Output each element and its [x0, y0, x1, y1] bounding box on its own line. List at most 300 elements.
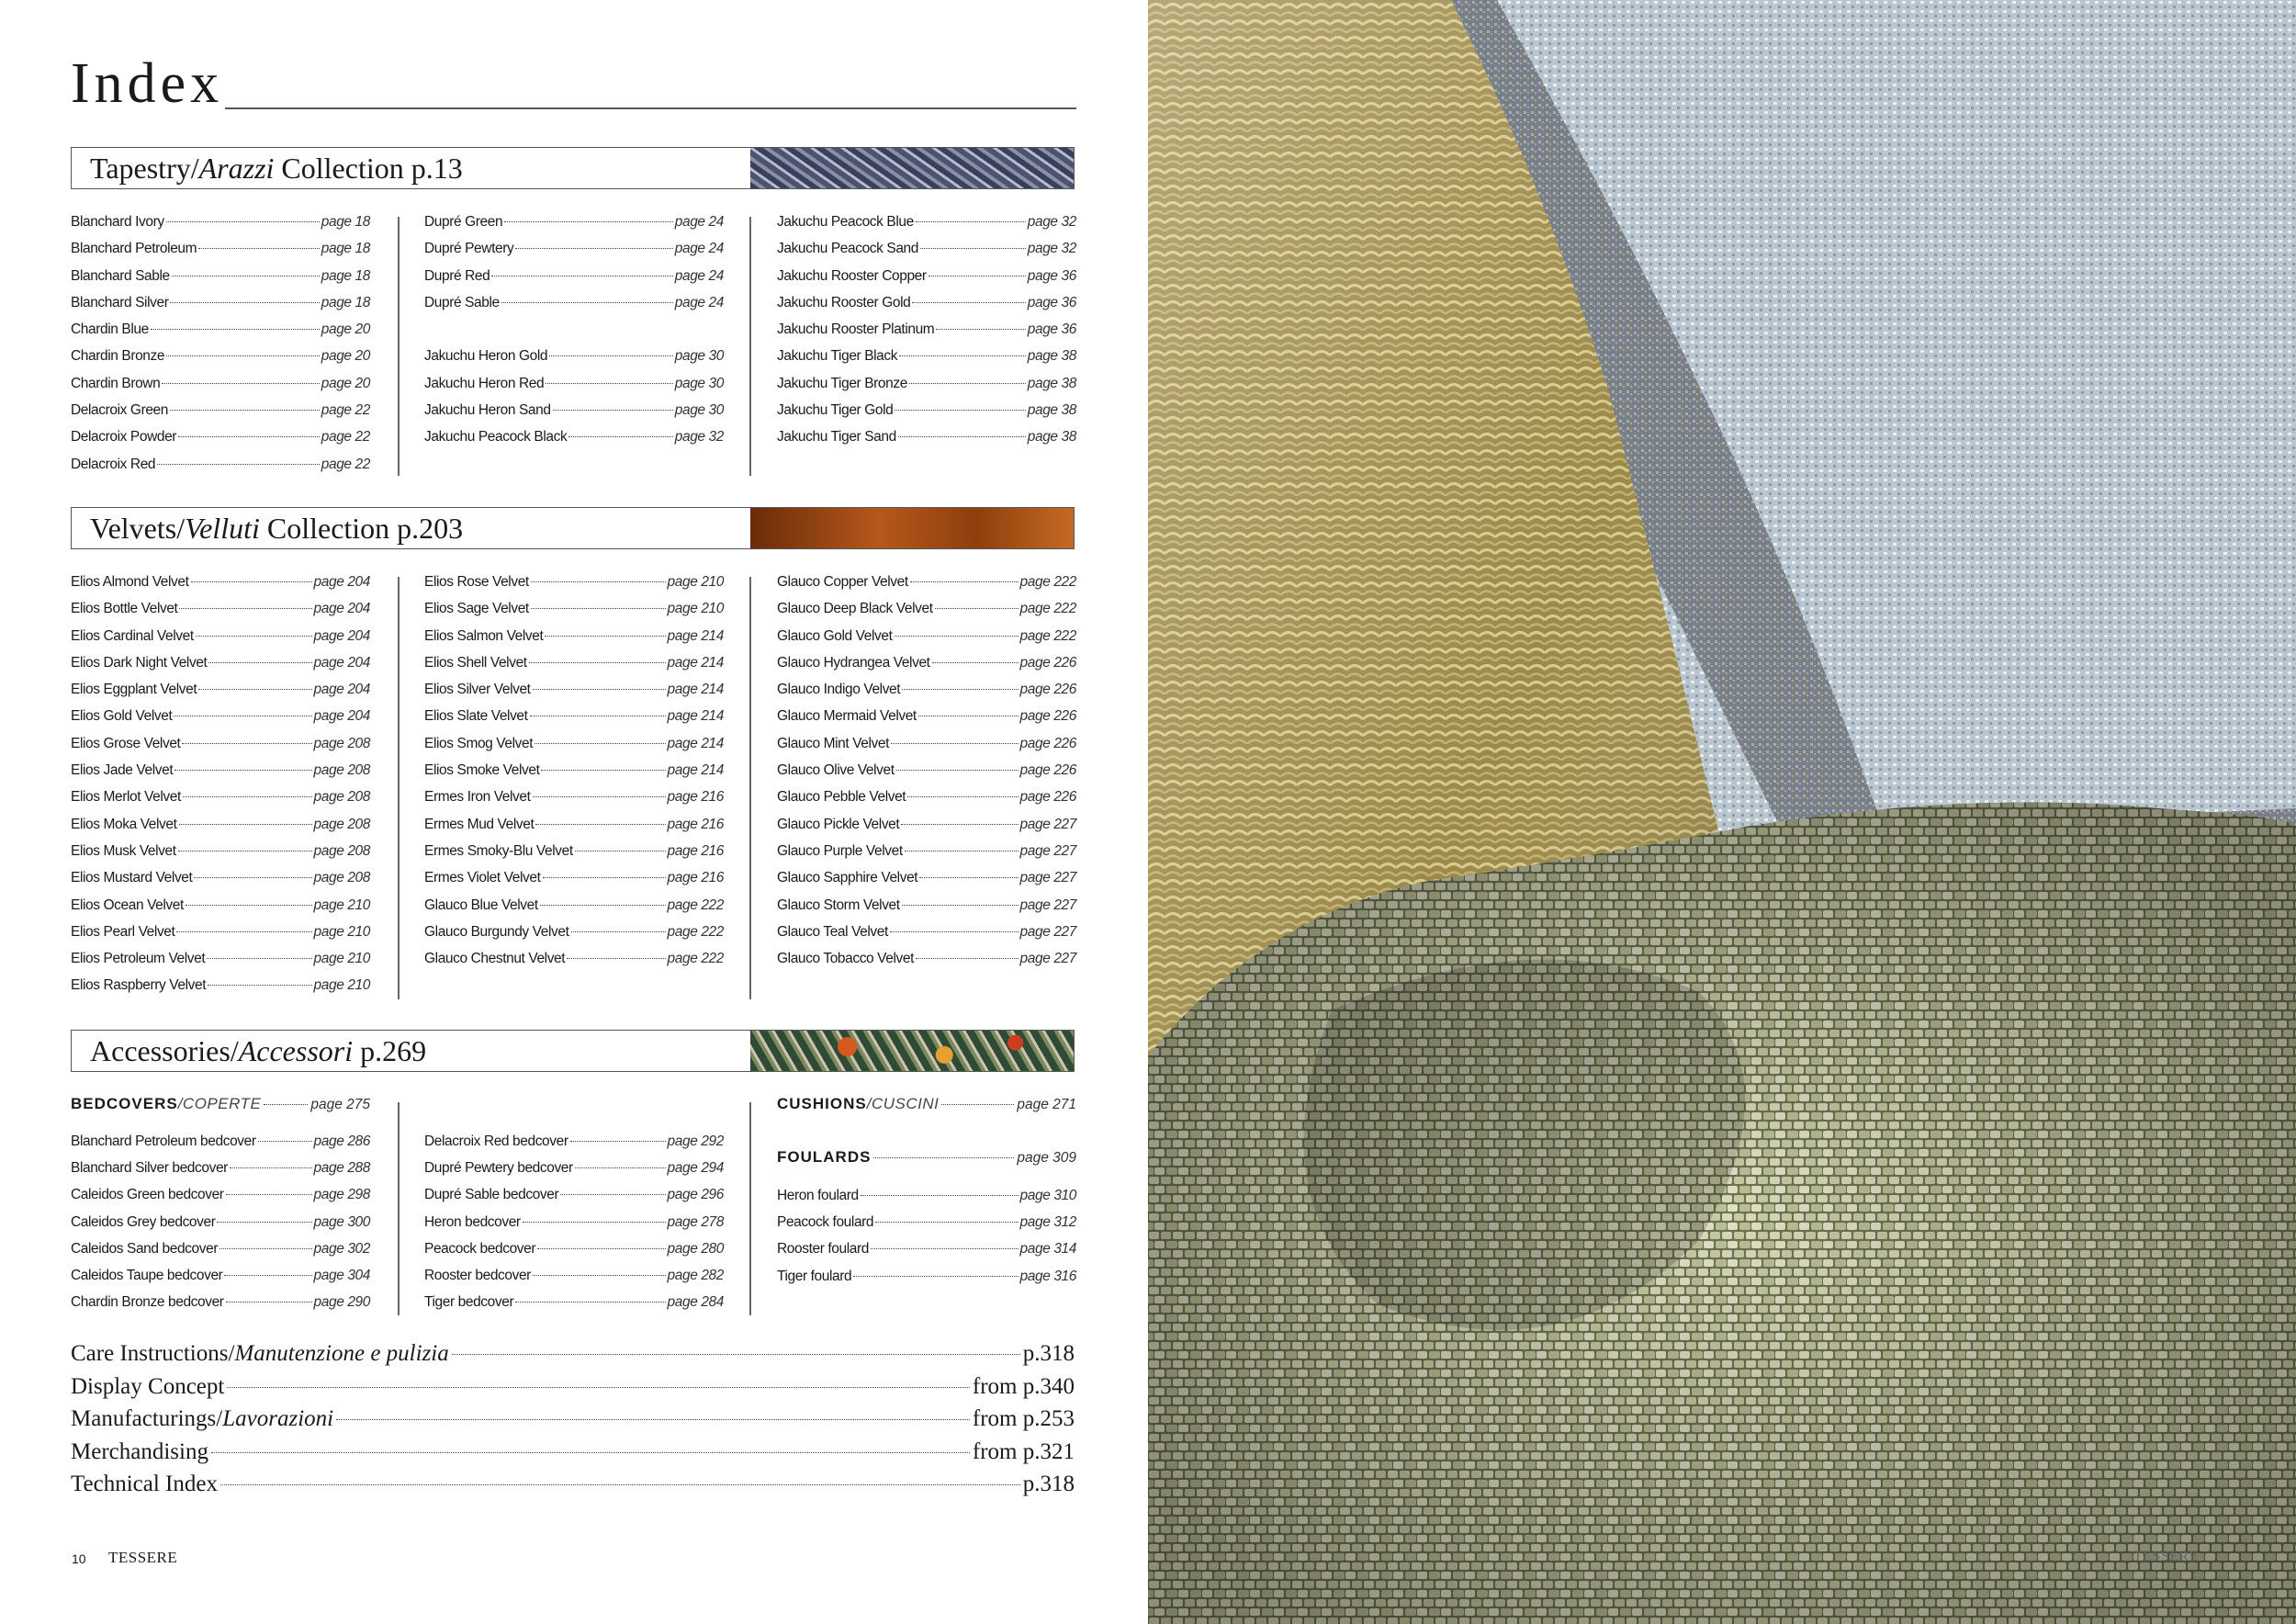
- entry-name: Elios Musk Velvet: [71, 842, 176, 859]
- index-entry: [71, 628, 370, 655]
- tapestry-column-1: [71, 214, 370, 483]
- index-entry: [777, 1269, 1076, 1295]
- leader-dots: [853, 1276, 1018, 1277]
- entry-page: page 312: [1019, 1214, 1076, 1231]
- leader-dots: [909, 383, 1026, 384]
- entry-name: Jakuchu Heron Gold: [424, 348, 548, 365]
- leader-dots: [533, 689, 666, 690]
- leader-dots: [170, 410, 320, 411]
- entry-name: Caleidos Green bedcover: [71, 1187, 224, 1203]
- index-entry: [777, 376, 1076, 402]
- leader-dots: [186, 905, 312, 906]
- entry-page: page 226: [1019, 762, 1076, 779]
- entry-page: page 208: [313, 816, 370, 832]
- entry-name: Elios Merlot Velvet: [71, 789, 181, 806]
- index-entry: [71, 843, 370, 870]
- leader-dots: [452, 1354, 1020, 1355]
- leader-dots: [224, 1275, 311, 1276]
- entry-name: Glauco Indigo Velvet: [777, 682, 901, 698]
- entry-page: page 24: [674, 294, 724, 310]
- leader-dots: [533, 796, 666, 797]
- entry-page: page 288: [313, 1160, 370, 1177]
- leader-dots: [226, 1194, 312, 1195]
- index-entry: [777, 897, 1076, 924]
- entry-name: Rooster foulard: [777, 1241, 869, 1257]
- leader-dots: [170, 302, 319, 303]
- brand-logo: TESSERE: [108, 1549, 178, 1566]
- entry-page: page 214: [667, 708, 724, 725]
- entry-page: page 208: [313, 789, 370, 806]
- leader-dots: [546, 383, 673, 384]
- entry-name: Jakuchu Tiger Bronze: [777, 375, 907, 391]
- entry-page: page 227: [1019, 870, 1076, 886]
- entry-name: Elios Eggplant Velvet: [71, 682, 197, 698]
- entry-name: Rooster bedcover: [424, 1267, 531, 1283]
- index-entry: [424, 789, 724, 816]
- title-rule: [225, 107, 1076, 109]
- leader-dots: [912, 302, 1025, 303]
- index-entry: [777, 1241, 1076, 1268]
- leader-dots: [537, 1248, 665, 1249]
- index-entry: [424, 897, 724, 924]
- leader-dots: [535, 824, 665, 825]
- entry-page: page 22: [321, 402, 370, 419]
- entry-page: page 32: [1027, 241, 1076, 257]
- leader-dots: [896, 770, 1019, 771]
- entry-page: page 204: [313, 601, 370, 617]
- entry-page: page 204: [313, 574, 370, 590]
- index-entry: [424, 1241, 724, 1268]
- index-entry: [424, 951, 724, 977]
- leader-dots: [194, 877, 311, 878]
- section-header-tapestry: [71, 147, 1075, 189]
- entry-name: Jakuchu Heron Red: [424, 375, 545, 391]
- index-entry: [777, 708, 1076, 735]
- entry-name: Ermes Mud Velvet: [424, 816, 535, 832]
- index-entry: [424, 762, 724, 789]
- column-divider: [398, 217, 400, 476]
- index-entry-technical-index: Technical Index p.318: [71, 1472, 1075, 1496]
- entry-page: page 280: [667, 1240, 724, 1257]
- leader-dots: [179, 608, 311, 609]
- entry-name: Blanchard Petroleum: [71, 241, 197, 257]
- entry-page: page 216: [667, 870, 724, 886]
- index-entry: [71, 736, 370, 762]
- leader-dots: [936, 329, 1025, 330]
- entry-name: Elios Ocean Velvet: [71, 897, 184, 913]
- entry-page: page 36: [1027, 267, 1076, 284]
- entry-page: page 227: [1019, 816, 1076, 832]
- fabric-image: [1148, 0, 2296, 1624]
- index-entry: [777, 682, 1076, 708]
- entry-name: Chardin Bronze: [71, 348, 165, 365]
- index-entry: [777, 429, 1076, 456]
- entry-name: Glauco Tobacco Velvet: [777, 951, 914, 967]
- entry-page: page 204: [313, 708, 370, 725]
- foulards-label: FOULARDS: [777, 1148, 872, 1166]
- index-entry: [424, 348, 724, 375]
- entry-name: Chardin Bronze bedcover: [71, 1294, 224, 1311]
- index-entry: [71, 1133, 370, 1160]
- entry-name: Glauco Sapphire Velvet: [777, 870, 918, 886]
- index-entry: [71, 402, 370, 429]
- entry-page: page 214: [667, 627, 724, 644]
- entry-name: Dupré Sable bedcover: [424, 1187, 559, 1203]
- entry-name: Elios Rose Velvet: [424, 574, 529, 590]
- index-entry: [777, 214, 1076, 241]
- entry-name: Glauco Chestnut Velvet: [424, 951, 566, 967]
- entry-page: page 226: [1019, 682, 1076, 698]
- index-entry: [424, 1214, 724, 1241]
- entry-page: page 210: [313, 977, 370, 994]
- spacer: [424, 321, 724, 348]
- leader-dots: [207, 958, 311, 959]
- index-entry: [424, 376, 724, 402]
- entry-page: page 204: [313, 682, 370, 698]
- entry-page: page 208: [313, 842, 370, 859]
- entry-name: Blanchard Silver: [71, 294, 169, 310]
- index-entry: [424, 708, 724, 735]
- bedcovers-page: page 275: [310, 1097, 370, 1112]
- section-title-accessories: Accessories/Accessori p.269: [90, 1034, 427, 1067]
- leader-dots: [568, 436, 672, 437]
- page-title: Index: [71, 52, 224, 115]
- column-divider: [398, 577, 400, 999]
- entry-name: Peacock bedcover: [424, 1240, 536, 1257]
- tapestry-swatch-image: [750, 148, 1074, 188]
- entry-name: Elios Sage Velvet: [424, 601, 529, 617]
- leader-dots: [211, 1452, 970, 1453]
- section-title-velvets: Velvets/Velluti Collection p.203: [90, 512, 464, 545]
- entry-page: page 278: [667, 1213, 724, 1230]
- index-entry: [424, 682, 724, 708]
- index-entry: [71, 601, 370, 627]
- leader-dots: [571, 931, 666, 932]
- index-entry: [71, 977, 370, 1004]
- page-number: 10: [72, 1551, 86, 1566]
- entry-name: Ermes Smoky-Blu Velvet: [424, 842, 573, 859]
- index-entry: [71, 268, 370, 295]
- index-entry: [777, 870, 1076, 897]
- entry-page: page 222: [667, 923, 724, 940]
- leader-dots: [220, 1484, 1020, 1485]
- entry-page: page 310: [1019, 1188, 1076, 1203]
- entry-name: Glauco Hydrangea Velvet: [777, 654, 930, 671]
- index-entry: [424, 241, 724, 267]
- entry-page: page 18: [321, 214, 370, 230]
- velvets-column-3: [777, 574, 1076, 977]
- index-entry: [424, 402, 724, 429]
- leader-dots: [157, 464, 320, 465]
- entry-name: Elios Moka Velvet: [71, 816, 177, 832]
- index-entry: [777, 601, 1076, 627]
- index-entry: [71, 1294, 370, 1321]
- bedcovers-column-1: [71, 1133, 370, 1321]
- entry-page: page 222: [1019, 601, 1076, 617]
- entry-page: page 290: [313, 1294, 370, 1311]
- leader-dots: [898, 436, 1026, 437]
- entry-page: page 210: [667, 574, 724, 590]
- bedcovers-column-2: [424, 1133, 724, 1321]
- leader-dots: [895, 410, 1025, 411]
- entry-page: page 30: [674, 348, 724, 365]
- entry-name: Jakuchu Tiger Gold: [777, 402, 894, 419]
- entry-page: page 302: [313, 1240, 370, 1257]
- index-entry: [71, 924, 370, 951]
- index-entry: [424, 1294, 724, 1321]
- bedcovers-label-italian: /COPERTE: [177, 1095, 262, 1112]
- cushions-category: [777, 1095, 1076, 1130]
- entry-page: page 208: [313, 762, 370, 779]
- leader-dots: [264, 1104, 308, 1105]
- entry-page: page 38: [1027, 348, 1076, 365]
- entry-name: Glauco Copper Velvet: [777, 574, 908, 590]
- entry-name: Elios Petroleum Velvet: [71, 951, 206, 967]
- misc-index-list: [71, 1341, 1075, 1505]
- leader-dots: [902, 689, 1018, 690]
- entry-name: Delacroix Green: [71, 402, 168, 419]
- entry-page: page 18: [321, 241, 370, 257]
- entry-page: page 32: [1027, 214, 1076, 230]
- entry-page: page 226: [1019, 654, 1076, 671]
- entry-page: page 210: [313, 897, 370, 913]
- leader-dots: [916, 958, 1019, 959]
- leader-dots: [890, 931, 1019, 932]
- entry-name: Jakuchu Rooster Platinum: [777, 321, 935, 338]
- leader-dots: [501, 302, 673, 303]
- leader-dots: [919, 877, 1018, 878]
- entry-name: Glauco Storm Velvet: [777, 897, 900, 913]
- entry-page: page 226: [1019, 708, 1076, 725]
- index-entry: [71, 429, 370, 456]
- entry-name: Dupré Pewtery bedcover: [424, 1160, 573, 1177]
- entry-name: Blanchard Petroleum bedcover: [71, 1133, 256, 1149]
- entry-page: page 216: [667, 816, 724, 832]
- leader-dots: [515, 1302, 665, 1303]
- entry-page: page 222: [1019, 627, 1076, 644]
- index-entry: [777, 1188, 1076, 1214]
- entry-page: p.318: [1022, 1341, 1075, 1366]
- leader-dots: [540, 905, 666, 906]
- entry-name: Glauco Burgundy Velvet: [424, 923, 569, 940]
- leader-dots: [515, 248, 672, 249]
- entry-page: page 284: [667, 1294, 724, 1311]
- leader-dots: [941, 1104, 1014, 1105]
- section-header-accessories: [71, 1030, 1075, 1072]
- leader-dots: [162, 383, 319, 384]
- entry-page: page 24: [674, 267, 724, 284]
- entry-name: Jakuchu Peacock Sand: [777, 241, 918, 257]
- leader-dots: [198, 689, 311, 690]
- entry-page: page 294: [667, 1160, 724, 1177]
- leader-dots: [227, 1387, 970, 1388]
- leader-dots: [166, 221, 320, 222]
- column-divider: [749, 1102, 751, 1315]
- entry-page: page 30: [674, 402, 724, 419]
- index-entry: [777, 268, 1076, 295]
- column-divider: [398, 1102, 400, 1315]
- entry-page: page 216: [667, 842, 724, 859]
- index-entry-manufacturings: Manufacturings/ Lavorazioni from p.253: [71, 1406, 1075, 1431]
- leader-dots: [543, 877, 666, 878]
- index-entry: [777, 789, 1076, 816]
- index-entry: [424, 601, 724, 627]
- entry-name: Elios Smog Velvet: [424, 735, 534, 751]
- entry-name: Dupré Green: [424, 214, 503, 230]
- entry-page: page 296: [667, 1187, 724, 1203]
- leader-dots: [531, 608, 666, 609]
- entry-page: page 227: [1019, 923, 1076, 940]
- entry-name: Elios Silver Velvet: [424, 682, 531, 698]
- entry-page: page 38: [1027, 402, 1076, 419]
- entry-name: Caleidos Grey bedcover: [71, 1213, 216, 1230]
- entry-page: page 222: [1019, 574, 1076, 590]
- leader-dots: [545, 636, 665, 637]
- index-entry: [71, 897, 370, 924]
- index-entry: [424, 1187, 724, 1213]
- entry-name: Ermes Iron Velvet: [424, 789, 531, 806]
- leader-dots: [871, 1248, 1019, 1249]
- column-divider: [749, 577, 751, 999]
- entry-page: page 222: [667, 951, 724, 967]
- entry-page: page 30: [674, 375, 724, 391]
- foulards-page: page 309: [1017, 1150, 1076, 1166]
- entry-page: from p.340: [972, 1373, 1075, 1399]
- leader-dots: [560, 1194, 665, 1195]
- leader-dots: [191, 581, 312, 582]
- entry-name: Blanchard Ivory: [71, 214, 164, 230]
- index-entry: [71, 376, 370, 402]
- entry-page: page 208: [313, 870, 370, 886]
- entry-page: page 210: [313, 951, 370, 967]
- index-entry: [71, 708, 370, 735]
- entry-page: from p.321: [972, 1438, 1075, 1464]
- index-entry: [424, 924, 724, 951]
- entry-name: Blanchard Silver bedcover: [71, 1160, 228, 1177]
- index-entry: [777, 295, 1076, 321]
- leader-dots: [891, 743, 1019, 744]
- leader-dots: [875, 1222, 1018, 1223]
- entry-name: Heron foulard: [777, 1188, 859, 1203]
- entry-page: page 210: [313, 923, 370, 940]
- entry-name: Elios Cardinal Velvet: [71, 627, 194, 644]
- index-entry: [424, 268, 724, 295]
- entry-page: page 292: [667, 1133, 724, 1149]
- index-entry: [777, 1214, 1076, 1241]
- index-entry: [71, 241, 370, 267]
- leader-dots: [873, 1157, 1014, 1158]
- entry-name: Dupré Pewtery: [424, 241, 514, 257]
- entry-name: Jakuchu Tiger Sand: [777, 429, 896, 445]
- index-entry: [424, 429, 724, 456]
- entry-name: Elios Raspberry Velvet: [71, 977, 207, 994]
- entry-name: Glauco Pebble Velvet: [777, 789, 906, 806]
- index-entry: [71, 682, 370, 708]
- entry-page: page 36: [1027, 321, 1076, 338]
- index-entry: [71, 1160, 370, 1187]
- index-entry: [71, 951, 370, 977]
- entry-name: Jakuchu Peacock Blue: [777, 214, 914, 230]
- leader-dots: [176, 931, 311, 932]
- index-entry: [71, 457, 370, 483]
- entry-name: Elios Shell Velvet: [424, 654, 527, 671]
- leader-dots: [531, 581, 666, 582]
- leader-dots: [549, 355, 673, 356]
- index-entry: [777, 628, 1076, 655]
- leader-dots: [916, 221, 1026, 222]
- entry-name: Delacroix Red bedcover: [424, 1133, 568, 1149]
- leader-dots: [183, 796, 312, 797]
- index-entry: [71, 295, 370, 321]
- entry-page: page 286: [313, 1133, 370, 1149]
- index-entry: [777, 843, 1076, 870]
- entry-page: page 214: [667, 762, 724, 779]
- leader-dots: [901, 824, 1018, 825]
- index-entry: [777, 951, 1076, 977]
- column-divider: [749, 217, 751, 476]
- entry-name: Heron bedcover: [424, 1213, 521, 1230]
- leader-dots: [198, 248, 320, 249]
- foulards-column: [777, 1188, 1076, 1295]
- velvets-column-2: [424, 574, 724, 977]
- leader-dots: [219, 1248, 311, 1249]
- cushions-page: page 271: [1017, 1097, 1076, 1112]
- leader-dots: [861, 1195, 1019, 1196]
- entry-page: page 227: [1019, 897, 1076, 913]
- index-entry: [71, 1214, 370, 1241]
- index-entry: [777, 762, 1076, 789]
- leader-dots: [932, 662, 1019, 663]
- entry-page: page 282: [667, 1267, 724, 1283]
- index-entry: [71, 321, 370, 348]
- entry-name: Elios Mustard Velvet: [71, 870, 193, 886]
- entry-page: page 36: [1027, 294, 1076, 310]
- leader-dots: [208, 985, 311, 986]
- leader-dots: [935, 608, 1019, 609]
- entry-name: Elios Dark Night Velvet: [71, 654, 208, 671]
- entry-page: page 222: [667, 897, 724, 913]
- leader-dots: [196, 636, 312, 637]
- entry-name: Delacroix Red: [71, 456, 156, 472]
- leader-dots: [178, 436, 320, 437]
- index-entry: [777, 736, 1076, 762]
- entry-name: Blanchard Sable: [71, 267, 170, 284]
- entry-page: page 24: [674, 214, 724, 230]
- entry-name: Ermes Violet Velvet: [424, 870, 541, 886]
- cushions-label-italian: /CUSCINI: [866, 1095, 940, 1112]
- entry-name: Elios Gold Velvet: [71, 708, 173, 725]
- entry-page: page 298: [313, 1187, 370, 1203]
- leader-dots: [529, 662, 666, 663]
- section-header-velvets: [71, 507, 1075, 549]
- entry-page: page 226: [1019, 789, 1076, 806]
- index-entry: [71, 817, 370, 843]
- entry-name: Jakuchu Rooster Copper: [777, 267, 927, 284]
- entry-name: Elios Slate Velvet: [424, 708, 528, 725]
- leader-dots: [226, 1302, 312, 1303]
- leader-dots: [179, 824, 312, 825]
- leader-dots: [535, 743, 665, 744]
- index-entry: [424, 1160, 724, 1187]
- entry-name: Elios Grose Velvet: [71, 735, 181, 751]
- leader-dots: [553, 410, 673, 411]
- entry-name: Glauco Purple Velvet: [777, 842, 903, 859]
- index-entry: [424, 655, 724, 682]
- entry-name: Tiger bedcover: [424, 1294, 514, 1311]
- entry-page: page 210: [667, 601, 724, 617]
- entry-name: Glauco Gold Velvet: [777, 627, 893, 644]
- entry-name: Jakuchu Rooster Gold: [777, 294, 911, 310]
